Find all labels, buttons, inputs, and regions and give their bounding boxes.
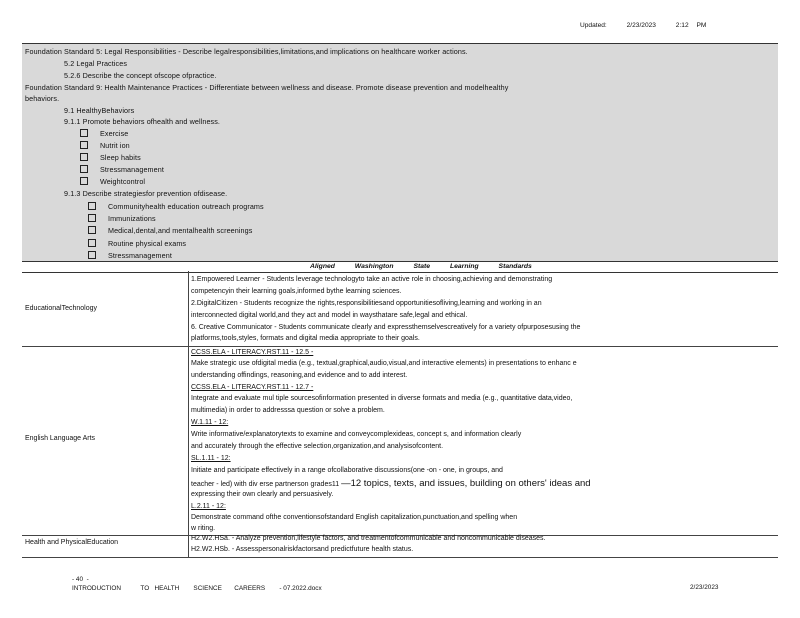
- updated-date: 2/23/2023: [626, 22, 656, 29]
- footer-date: 2/23/2023: [690, 584, 719, 591]
- row-line: competencyin their learning goals,informed bythe learning sciences.: [191, 288, 402, 295]
- bullet-item: Medical,dental,and mentalhealth screenings: [88, 226, 252, 235]
- table-row-english-language-arts: [22, 346, 778, 536]
- row-line: 1.Empowered Learner - Students leverage technologyto take an active role in choosing,achieving and demonstrating: [191, 276, 553, 283]
- standard-9-1-1: 9.1.1 Promote behaviors ofhealth and wellness.: [64, 117, 221, 126]
- checkbox-bullet-icon: [80, 153, 88, 161]
- foundation-standards-block: [22, 43, 778, 262]
- row-line: Write informative/explanatorytexts to examine and conveycomplexideas, concept s, and information clearly: [191, 431, 522, 438]
- standard-9-1-3: 9.1.3 Describe strategiesfor prevention ofdisease.: [64, 189, 228, 198]
- bullet-item: Stressmanagement: [88, 251, 172, 260]
- row-category: Health and PhysicalEducation: [25, 539, 119, 546]
- updated-ampm: PM: [696, 22, 707, 29]
- row-category: English Language Arts: [25, 435, 96, 442]
- row-line: L.2.11 - 12:: [191, 503, 226, 510]
- row-line: interconnected digital world,and they act and model in waysthatare safe,legal and ethical.: [191, 312, 468, 319]
- row-standards-cell: [188, 346, 779, 535]
- standard-9-heading-cont: behaviors.: [25, 94, 60, 103]
- row-line: Make strategic use ofdigital media (e.g., textual,graphical,audio,visual,and interactive elements) in presentations to enhanc e: [191, 360, 577, 367]
- table-row-health-physical-education: [22, 535, 778, 558]
- bullet-item: Weightcontrol: [80, 177, 145, 186]
- row-line: H2.W2.HSb. - Assesspersonalriskfactorsand predictfuture health status.: [191, 546, 414, 553]
- row-line: expressing their own clearly and persuasively.: [191, 491, 334, 498]
- bullet-item: Stressmanagement: [80, 165, 164, 174]
- bullet-item: Routine physical exams: [88, 239, 186, 248]
- bullet-item: Immunizations: [88, 214, 156, 223]
- bullet-item: Exercise: [80, 129, 128, 138]
- checkbox-bullet-icon: [80, 165, 88, 173]
- checkbox-bullet-icon: [80, 129, 88, 137]
- standard-5-2: 5.2 Legal Practices: [64, 59, 128, 68]
- checkbox-bullet-icon: [80, 177, 88, 185]
- row-line: understanding offindings, reasoning,and evidence and to add interest.: [191, 372, 408, 379]
- footer-left: [72, 575, 322, 593]
- row-line: platforms,tools,styles, formats and digital media appropriate to their goals.: [191, 335, 420, 342]
- standard-5-2-6: 5.2.6 Describe the concept ofscope ofpractice.: [64, 71, 217, 80]
- row-line: W.1.11 - 12:: [191, 419, 229, 426]
- row-line: Initiate and participate effectively in a range ofcollaborative discussions(one -on - one, in groups, and: [191, 467, 503, 474]
- row-line: SL.1.11 - 12:: [191, 455, 231, 462]
- checkbox-bullet-icon: [88, 202, 96, 210]
- document-name: INTRODUCTION TO HEALTH SCIENCE CAREERS - 07.2022.docx: [72, 585, 322, 592]
- bullet-item: Communityhealth education outreach programs: [88, 202, 264, 211]
- row-standards-cell: [188, 271, 779, 346]
- row-line: and accurately through the effective selection,organization,and analysisofcontent.: [191, 443, 444, 450]
- row-line: 6. Creative Communicator - Students communicate clearly and expressthemselvescreatively for a variety ofpurposesusing the: [191, 324, 581, 331]
- row-line: H2.W2.HSa. - Analyze prevention,lifestyle factors, and treatmentofcommunicable and noncommunicable diseases.: [191, 535, 546, 542]
- row-line: Demonstrate command ofthe conventionsofstandard English capitalization,punctuation,and spelling when: [191, 514, 518, 521]
- checkbox-bullet-icon: [88, 239, 96, 247]
- updated-time: 2:12: [675, 22, 689, 29]
- updated-label: Updated:: [580, 22, 607, 29]
- page-number: - 40 -: [72, 576, 89, 583]
- row-standards-cell: [188, 535, 779, 557]
- aligned-standards-title: Aligned Washington State Learning Standards: [310, 263, 532, 270]
- standard-9-1: 9.1 HealthyBehaviors: [64, 106, 135, 115]
- checkbox-bullet-icon: [88, 214, 96, 222]
- row-line: 2.DigitalCitizen - Students recognize the rights,responsibilitiesand opportunitiesofliving,learning and working in an: [191, 300, 542, 307]
- row-line: Integrate and evaluate mul tiple sourcesofinformation presented in diverse formats and media (e.g., quantitative data,video,: [191, 395, 573, 402]
- row-line: multimedia) in order to addresssa question or solve a problem.: [191, 407, 385, 414]
- standard-5-heading: Foundation Standard 5: Legal Responsibilities - Describe legalresponsibilities,limitations,and implications on healthcare worker actions.: [25, 47, 468, 56]
- table-row-educational-technology: [22, 271, 778, 347]
- checkbox-bullet-icon: [88, 226, 96, 234]
- row-line: w riting.: [191, 525, 216, 532]
- standard-9-heading: Foundation Standard 9: Health Maintenance Practices - Differentiate between wellness and disease. Promote disease prevention and modelhealthy: [25, 83, 509, 92]
- bullet-item: Nutrit ion: [80, 141, 130, 150]
- row-line: teacher - led) with div erse partnerson grades11 —12 topics, texts, and issues, building on others' ideas and: [191, 478, 591, 489]
- row-line: CCSS.ELA - LITERACY.RST.11 - 12.7 -: [191, 384, 314, 391]
- checkbox-bullet-icon: [88, 251, 96, 259]
- updated-stamp: [580, 22, 724, 29]
- checkbox-bullet-icon: [80, 141, 88, 149]
- row-category: EducationalTechnology: [25, 305, 97, 312]
- bullet-item: Sleep habits: [80, 153, 141, 162]
- row-line: CCSS.ELA - LITERACY.RST.11 - 12.5 -: [191, 349, 314, 356]
